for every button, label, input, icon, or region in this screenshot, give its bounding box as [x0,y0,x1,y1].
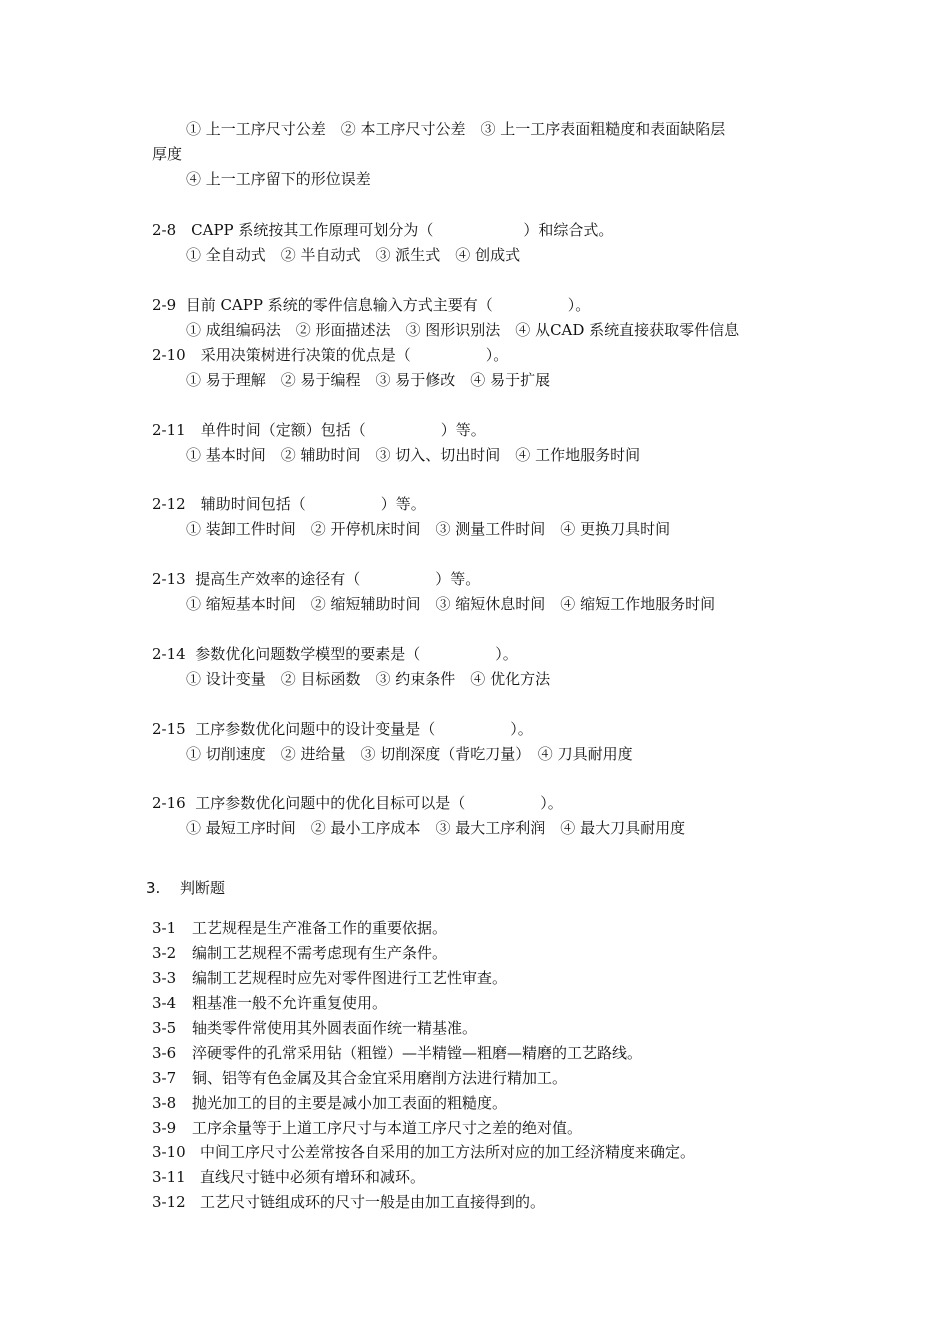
section-number: 3. [146,879,161,897]
question-options: ① 易于理解 ② 易于编程 ③ 易于修改 ④ 易于扩展 [186,371,551,389]
judgment-item-number: 3-2 [152,944,177,962]
judgment-item-text: 工艺规程是生产准备工作的重要依据。 [192,919,448,937]
section-title: 判断题 [180,879,226,897]
judgment-item-number: 3-10 [152,1143,186,1161]
q2-7-options-line1: ① 上一工序尺寸公差 ② 本工序尺寸公差 ③ 上一工序表面粗糙度和表面缺陷层 [186,120,726,138]
question-stem: 2-14 参数优化问题数学模型的要素是（ ）。 [152,645,518,663]
judgment-item-number: 3-1 [152,919,177,937]
question-stem: 2-13 提高生产效率的途径有（ ）等。 [152,570,481,588]
question-options: ① 最短工序时间 ② 最小工序成本 ③ 最大工序利润 ④ 最大刀具耐用度 [186,819,686,837]
q2-7-options-line3: ④ 上一工序留下的形位误差 [186,170,371,188]
judgment-item-text: 轴类零件常使用其外圆表面作统一精基准。 [192,1019,478,1037]
judgment-item-number: 3-4 [152,994,177,1012]
question-stem: 2-9 目前 CAPP 系统的零件信息输入方式主要有（ ）。 [152,296,591,314]
question-stem: 2-16 工序参数优化问题中的优化目标可以是（ ）。 [152,794,563,812]
question-options: ① 缩短基本时间 ② 缩短辅助时间 ③ 缩短休息时间 ④ 缩短工作地服务时间 [186,595,716,613]
q2-7-options-line2: 厚度 [152,145,183,163]
question-stem: 2-8 CAPP 系统按其工作原理可划分为（ ）和综合式。 [152,221,614,239]
judgment-item-number: 3-8 [152,1094,177,1112]
question-options: ① 成组编码法 ② 形面描述法 ③ 图形识别法 ④ 从CAD 系统直接获取零件信息 [186,321,740,339]
question-options: ① 装卸工件时间 ② 开停机床时间 ③ 测量工件时间 ④ 更换刀具时间 [186,520,671,538]
question-stem: 2-10 采用决策树进行决策的优点是（ ）。 [152,346,509,364]
question-options: ① 全自动式 ② 半自动式 ③ 派生式 ④ 创成式 [186,246,521,264]
judgment-item-text: 铜、铝等有色金属及其合金宜采用磨削方法进行精加工。 [192,1069,568,1087]
question-stem: 2-11 单件时间（定额）包括（ ）等。 [152,421,486,439]
judgment-item-number: 3-12 [152,1193,186,1211]
judgment-item-text: 淬硬零件的孔常采用钻（粗镗）—半精镗—粗磨—精磨的工艺路线。 [192,1044,643,1062]
judgment-item-text: 粗基准一般不允许重复使用。 [192,994,388,1012]
judgment-item-text: 编制工艺规程不需考虑现有生产条件。 [192,944,448,962]
judgment-item-text: 工艺尺寸链组成环的尺寸一般是由加工直接得到的。 [200,1193,546,1211]
question-options: ① 基本时间 ② 辅助时间 ③ 切入、切出时间 ④ 工作地服务时间 [186,446,641,464]
question-stem: 2-12 辅助时间包括（ ）等。 [152,495,426,513]
judgment-item-text: 直线尺寸链中必须有增环和减环。 [200,1168,426,1186]
question-options: ① 切削速度 ② 进给量 ③ 切削深度（背吃刀量） ④ 刀具耐用度 [186,745,633,763]
judgment-item-text: 中间工序尺寸公差常按各自采用的加工方法所对应的加工经济精度来确定。 [200,1143,696,1161]
judgment-item-number: 3-9 [152,1119,177,1137]
judgment-item-text: 工序余量等于上道工序尺寸与本道工序尺寸之差的绝对值。 [192,1119,583,1137]
judgment-item-number: 3-7 [152,1069,177,1087]
judgment-item-number: 3-5 [152,1019,177,1037]
judgment-item-number: 3-6 [152,1044,177,1062]
question-stem: 2-15 工序参数优化问题中的设计变量是（ ）。 [152,720,533,738]
judgment-item-number: 3-3 [152,969,177,987]
judgment-item-text: 抛光加工的目的主要是减小加工表面的粗糙度。 [192,1094,508,1112]
judgment-item-number: 3-11 [152,1168,186,1186]
question-options: ① 设计变量 ② 目标函数 ③ 约束条件 ④ 优化方法 [186,670,551,688]
judgment-item-text: 编制工艺规程时应先对零件图进行工艺性审查。 [192,969,508,987]
